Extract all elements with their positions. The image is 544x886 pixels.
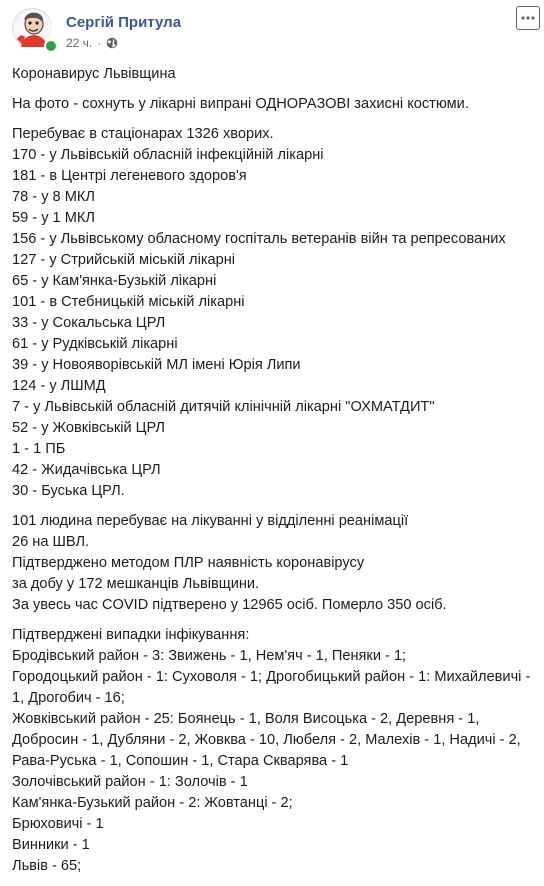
post-title: Коронавирус Львівщина bbox=[12, 66, 176, 82]
cases-line: Бродівський район - 3: Звижень - 1, Нем'яч - 1, Пеняки - 1; bbox=[12, 648, 407, 664]
cases-paragraph bbox=[12, 625, 538, 877]
hospital-list bbox=[12, 124, 538, 502]
author-name-link[interactable]: Сергій Притула bbox=[66, 14, 182, 31]
post-paragraph-photo: На фото - сохнуть у лікарні випрані ОДНОРАЗОВІ захисні костюми. bbox=[12, 96, 469, 112]
cases-line: Золочівський район - 1: Золочів - 1 bbox=[12, 774, 248, 790]
cases-line: Кам'янка-Бузький район - 2: Жовтанці - 2; bbox=[12, 795, 293, 811]
hospital-line: 59 - у 1 МКЛ bbox=[12, 210, 95, 226]
summary-line: 26 на ШВЛ. bbox=[12, 534, 90, 550]
hospital-line: 39 - у Новояворівській МЛ імені Юрія Липи bbox=[12, 357, 301, 373]
hospital-line: Перебуває в стаціонарах 1326 хворих. bbox=[12, 126, 274, 142]
hospital-line: 30 - Буська ЦРЛ. bbox=[12, 483, 125, 499]
hospital-line: 52 - у Жовківській ЦРЛ bbox=[12, 420, 165, 436]
more-options-button[interactable] bbox=[516, 6, 540, 30]
summary-line: за добу у 172 мешканців Львівщини. bbox=[12, 576, 260, 592]
cases-line: Городоцький район - 1: Суховоля - 1; Дрогобицький район - 1: Михайлевичі - 1, Дрогобич - 16; bbox=[12, 669, 531, 706]
summary-line: 101 людина перебуває на лікуванні у відділенні реанімації bbox=[12, 513, 409, 529]
hospital-line: 1 - 1 ПБ bbox=[12, 441, 66, 457]
online-status-dot bbox=[44, 39, 58, 53]
more-options-icon bbox=[521, 16, 535, 20]
hospital-line: 170 - у Львівській обласній інфекційній лікарні bbox=[12, 147, 324, 163]
post-body bbox=[12, 64, 538, 886]
hospital-line: 65 - у Кам'янка-Бузькій лікарні bbox=[12, 273, 217, 289]
hospital-line: 101 - в Стебницькій міській лікарні bbox=[12, 294, 245, 310]
hospital-line: 61 - у Рудківській лікарні bbox=[12, 336, 178, 352]
hospital-line: 42 - Жидачівська ЦРЛ bbox=[12, 462, 161, 478]
hospital-line: 124 - у ЛШМД bbox=[12, 378, 106, 394]
hospital-line: 127 - у Стрийській міській лікарні bbox=[12, 252, 236, 268]
globe-icon[interactable] bbox=[106, 37, 118, 49]
summary-paragraph bbox=[12, 511, 538, 616]
cases-line: Жовківський район - 25: Боянець - 1, Воля Висоцька - 2, Деревня - 1, Добросин - 1, Дубляни - 2, Жовква - 10, Любеля - 2, Малехів - 1, Надичі - 2, Рава-Руська - 1, Сопошин - 1, Стара Скварява - 1 bbox=[12, 711, 521, 769]
post-meta bbox=[66, 36, 118, 50]
hospital-line: 181 - в Центрі легеневого здоров'я bbox=[12, 168, 247, 184]
cases-line: Винники - 1 bbox=[12, 837, 90, 853]
hospital-line: 78 - у 8 МКЛ bbox=[12, 189, 95, 205]
cases-line: Львів - 65; bbox=[12, 858, 82, 874]
post-header bbox=[0, 0, 544, 60]
meta-separator: · bbox=[97, 36, 102, 50]
summary-line: За увесь час COVID підтверено у 12965 осіб. Померло 350 осіб. bbox=[12, 597, 447, 613]
hospital-line: 7 - у Львівській обласній дитячій клінічній лікарні "ОХМАТДИТ" bbox=[12, 399, 435, 415]
hospital-line: 156 - у Львівському обласному госпіталь ветеранів війн та репресованих bbox=[12, 231, 506, 247]
summary-line: Підтверджено методом ПЛР наявність коронавірусу bbox=[12, 555, 365, 571]
cases-line: Брюховичі - 1 bbox=[12, 816, 104, 832]
cases-line: Підтверджені випадки інфікування: bbox=[12, 627, 250, 643]
post-timestamp[interactable]: 22 ч. bbox=[66, 36, 93, 50]
hospital-line: 33 - у Сокальська ЦРЛ bbox=[12, 315, 166, 331]
